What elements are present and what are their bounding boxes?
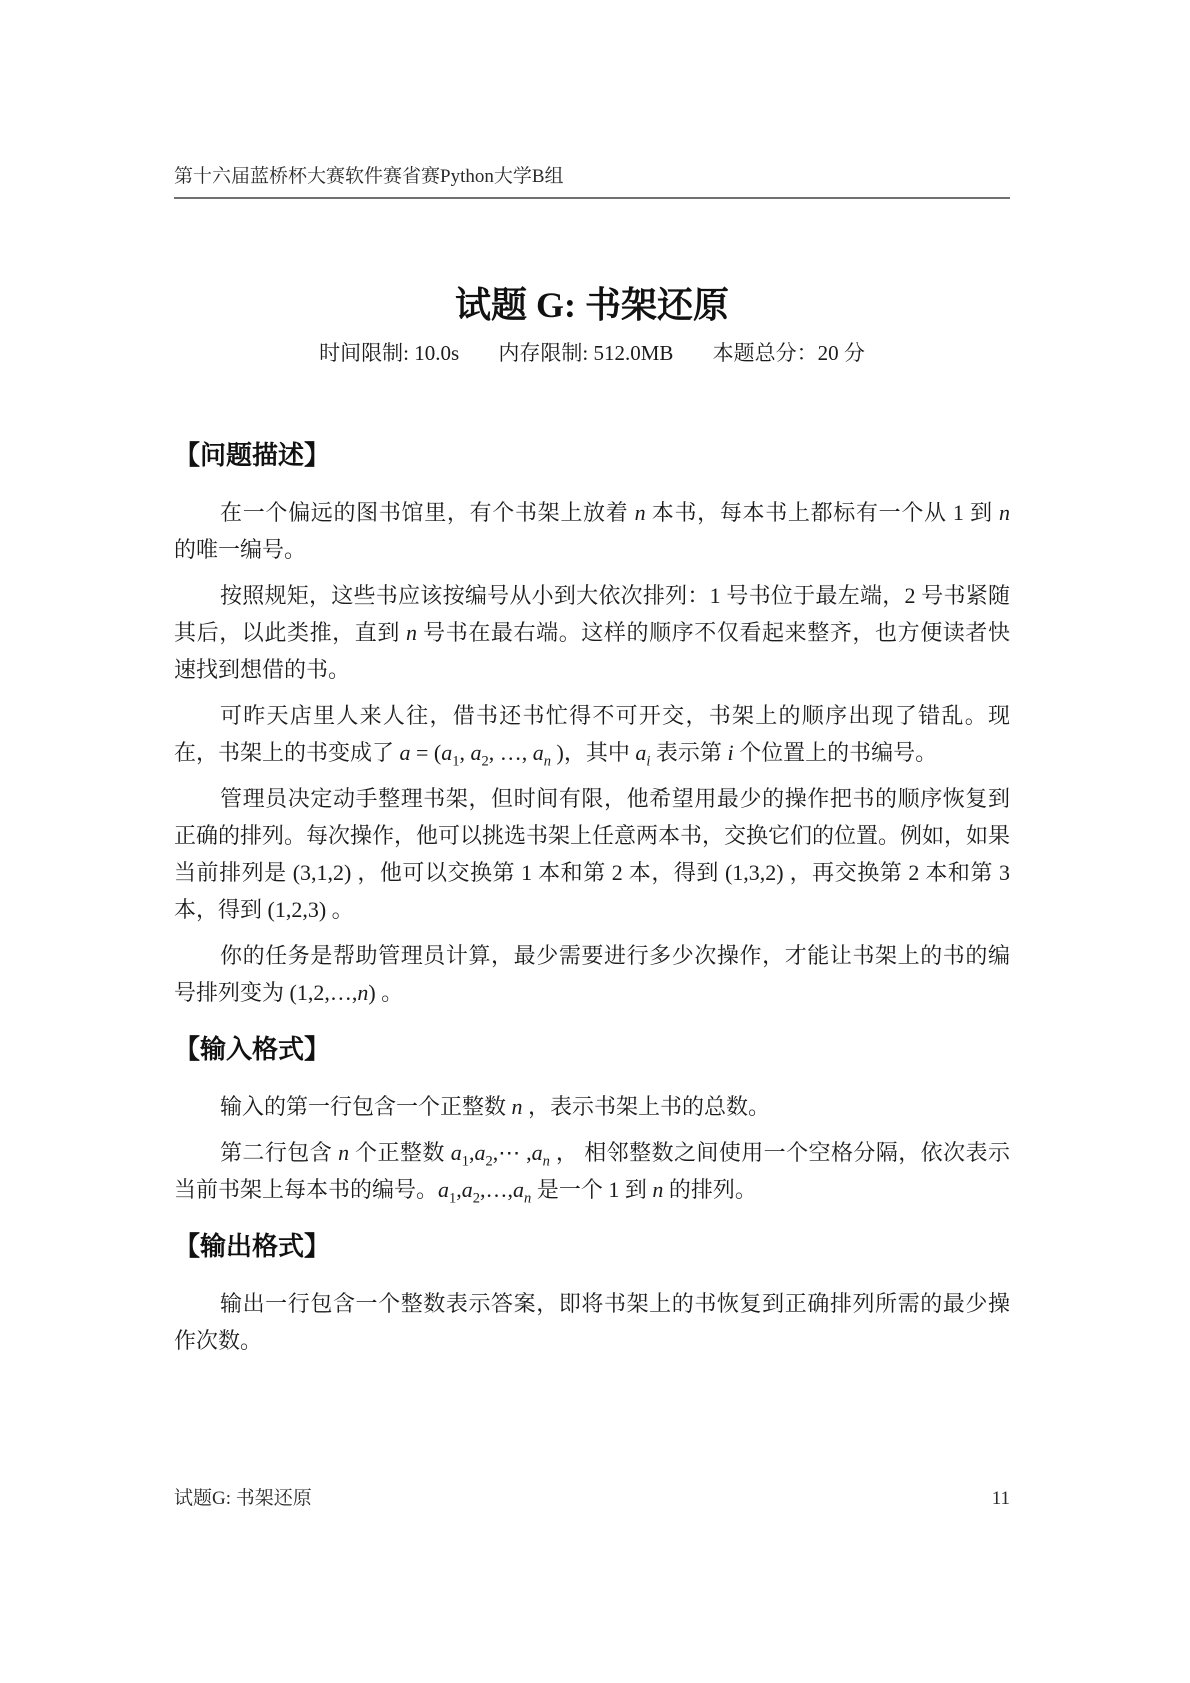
heading-problem-description: 【问题描述】 <box>174 440 331 470</box>
memory-limit: 内存限制: 512.0MB <box>498 341 674 365</box>
problem-title: 试题 G: 书架还原 <box>455 285 729 325</box>
paragraph: 在一个偏远的图书馆里，有个书架上放着 n 本书，每本书上都标有一个从 1 到 n 的唯一编号。 <box>174 500 1010 562</box>
paragraph: 输出一行包含一个整数表示答案，即将书架上的书恢复到正确排列所需的最少操作次数。 <box>174 1291 1010 1353</box>
section-problem-description <box>174 441 1010 1011</box>
section-input-format <box>174 1035 1010 1208</box>
limits-line <box>174 342 1010 364</box>
footer-page-number: 11 <box>991 1488 1010 1509</box>
heading-input-format: 【输入格式】 <box>174 1034 331 1064</box>
time-limit: 时间限制: 10.0s <box>319 341 460 365</box>
paragraph: 你的任务是帮助管理员计算，最少需要进行多少次操作，才能让书架上的书的编号排列变为 (1,2,…,n) 。 <box>174 943 1010 1005</box>
paragraph: 按照规矩，这些书应该按编号从小到大依次排列：1 号书位于最左端，2 号书紧随其后，以此类推，直到 n 号书在最右端。这样的顺序不仅看起来整齐，也方便读者快速找到想借的书。 <box>174 583 1010 682</box>
total-score: 本题总分：20 分 <box>712 341 865 365</box>
paragraph: 输入的第一行包含一个正整数 n ，表示书架上书的总数。 <box>220 1094 771 1119</box>
footer-title: 试题G: 书架还原 <box>174 1488 312 1509</box>
paragraph: 可昨天店里人来人往，借书还书忙得不可开交，书架上的顺序出现了错乱。现在，书架上的书变成了 $a = (a_1$, $a_2$, …, $a_n$ )，其中 $a_i$ 表示第 i 个位置上的书编号。 <box>174 703 1010 770</box>
content-column <box>174 0 1010 1359</box>
heading-output-format: 【输出格式】 <box>174 1231 331 1261</box>
paragraph: 管理员决定动手整理书架，但时间有限，他希望用最少的操作把书的顺序恢复到正确的排列。每次操作，他可以挑选书架上任意两本书，交换它们的位置。例如，如果当前排列是 (3,1,2) ，他可以交换第 1 本和第 2 本，得到 (1,3,2) ，再交换第 2 本和第 3 本，得到 (1,2,3) 。 <box>174 786 1011 922</box>
paragraph: 第二行包含 n 个正整数 $a_1,a_2,\cdots$ $,a_n$ ， 相邻整数之间使用一个空格分隔，依次表示当前书架上每本书的编号。$a_1,a_2,\dots,a_n$ 是一个 1 到 n 的排列。 <box>174 1140 1010 1207</box>
section-output-format <box>174 1232 1010 1359</box>
running-header: 第十六届蓝桥杯大赛软件赛省赛Python大学B组 <box>174 166 564 187</box>
page-footer <box>174 1487 1010 1511</box>
